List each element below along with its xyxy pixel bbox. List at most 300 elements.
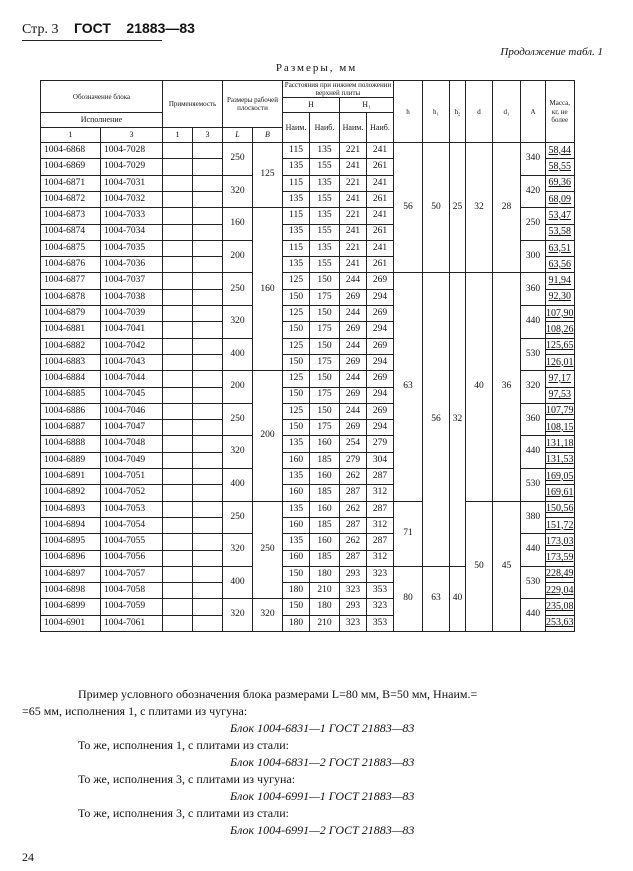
apply-3-cell — [193, 403, 223, 419]
H1-min-value: 221 — [340, 175, 367, 191]
H-max-value: 155 — [310, 191, 340, 207]
block-code-1: 1004-6901 — [41, 615, 101, 631]
apply-1-cell — [163, 550, 193, 566]
H1-min-value: 287 — [340, 485, 367, 501]
mass-value: 97,17 — [546, 371, 575, 387]
block-code-1: 1004-6888 — [41, 436, 101, 452]
H-min-value: 150 — [283, 420, 310, 436]
table-row — [41, 273, 575, 289]
block-code-3: 1004-7055 — [101, 534, 163, 550]
H1-min-value: 262 — [340, 501, 367, 517]
H1-max-value: 294 — [367, 387, 394, 403]
H1-min-value: 254 — [340, 436, 367, 452]
H1-min-value: 241 — [340, 191, 367, 207]
apply-3-cell — [193, 485, 223, 501]
header-H-min: Наим. — [283, 113, 310, 143]
mass-value: 173,03 — [546, 534, 575, 550]
H-min-value: 135 — [283, 469, 310, 485]
block-code-1: 1004-6899 — [41, 599, 101, 615]
header-L: L — [223, 128, 253, 143]
H-max-value: 160 — [310, 534, 340, 550]
block-code-1: 1004-6898 — [41, 583, 101, 599]
H-max-value: 150 — [310, 273, 340, 289]
block-code-3: 1004-7045 — [101, 387, 163, 403]
header-H1-max: Наиб. — [367, 113, 394, 143]
block-code-1: 1004-6881 — [41, 322, 101, 338]
H-min-value: 150 — [283, 354, 310, 370]
header-apply-3: 3 — [193, 128, 223, 143]
H-min-value: 150 — [283, 387, 310, 403]
A-value: 440 — [521, 599, 546, 632]
block-code-3: 1004-7046 — [101, 403, 163, 419]
header-mass: Масса, кг, не более — [546, 81, 575, 143]
example-line-1: Пример условного обозначения блока размерами L=80 мм, B=50 мм, Hнаим.= — [78, 687, 478, 701]
B-value: 320 — [253, 599, 283, 632]
A-value: 420 — [521, 175, 546, 208]
H1-max-value: 241 — [367, 175, 394, 191]
H-min-value: 150 — [283, 322, 310, 338]
gost-number: 21883—83 — [126, 20, 195, 36]
apply-3-cell — [193, 583, 223, 599]
block-code-1: 1004-6875 — [41, 240, 101, 256]
apply-3-cell — [193, 143, 223, 159]
H-min-value: 125 — [283, 306, 310, 322]
apply-1-cell — [163, 208, 193, 224]
h1-value: 56 — [423, 273, 450, 566]
block-code-1: 1004-6879 — [41, 306, 101, 322]
header-d1: d₁ — [493, 81, 521, 143]
mass-value: 107,90 — [546, 306, 575, 322]
apply-3-cell — [193, 208, 223, 224]
block-code-1: 1004-6894 — [41, 517, 101, 533]
H1-max-value: 294 — [367, 289, 394, 305]
L-value: 200 — [223, 240, 253, 273]
H1-min-value: 269 — [340, 387, 367, 403]
d1-value: 28 — [493, 143, 521, 273]
L-value: 250 — [223, 273, 253, 306]
mass-value: 69,36 — [546, 175, 575, 191]
H-max-value: 150 — [310, 403, 340, 419]
header-exec: Исполнение — [41, 113, 163, 128]
mass-value: 229,04 — [546, 583, 575, 599]
H1-max-value: 294 — [367, 322, 394, 338]
H-min-value: 135 — [283, 501, 310, 517]
H1-min-value: 221 — [340, 208, 367, 224]
apply-3-cell — [193, 175, 223, 191]
H-min-value: 160 — [283, 485, 310, 501]
block-code-1: 1004-6891 — [41, 469, 101, 485]
H-min-value: 180 — [283, 615, 310, 631]
apply-3-cell — [193, 599, 223, 615]
mass-value: 58,44 — [546, 143, 575, 159]
H-max-value: 155 — [310, 159, 340, 175]
header-A: A — [521, 81, 546, 143]
header-block: Обозначение блока — [41, 81, 163, 113]
H-max-value: 155 — [310, 224, 340, 240]
A-value: 360 — [521, 403, 546, 436]
H-min-value: 125 — [283, 371, 310, 387]
H1-max-value: 261 — [367, 191, 394, 207]
H1-max-value: 353 — [367, 583, 394, 599]
page-label: Стр. 3 — [22, 22, 59, 37]
apply-1-cell — [163, 436, 193, 452]
H1-max-value: 269 — [367, 273, 394, 289]
H-max-value: 135 — [310, 143, 340, 159]
mass-value: 68,09 — [546, 191, 575, 207]
H-min-value: 135 — [283, 159, 310, 175]
H1-max-value: 269 — [367, 338, 394, 354]
d-value: 50 — [466, 501, 493, 631]
block-code-1: 1004-6872 — [41, 191, 101, 207]
block-code-3: 1004-7042 — [101, 338, 163, 354]
mass-value: 169,61 — [546, 485, 575, 501]
header-d: d — [466, 81, 493, 143]
mass-value: 151,72 — [546, 517, 575, 533]
table-body — [41, 143, 575, 632]
mass-value: 108,26 — [546, 322, 575, 338]
H-min-value: 160 — [283, 550, 310, 566]
block-code-3: 1004-7052 — [101, 485, 163, 501]
apply-3-cell — [193, 273, 223, 289]
h-value: 71 — [394, 501, 423, 566]
apply-3-cell — [193, 159, 223, 175]
L-value: 400 — [223, 469, 253, 502]
block-code-1: 1004-6883 — [41, 354, 101, 370]
mass-value: 131,18 — [546, 436, 575, 452]
H1-min-value: 244 — [340, 273, 367, 289]
block-code-3: 1004-7058 — [101, 583, 163, 599]
d1-value: 45 — [493, 501, 521, 631]
B-value: 250 — [253, 501, 283, 599]
H1-max-value: 323 — [367, 566, 394, 582]
apply-1-cell — [163, 501, 193, 517]
apply-3-cell — [193, 240, 223, 256]
A-value: 380 — [521, 501, 546, 534]
H-max-value: 135 — [310, 208, 340, 224]
apply-1-cell — [163, 322, 193, 338]
example-line-4: То же, исполнения 3, с плитами из чугуна: — [78, 772, 296, 786]
header-B: B — [253, 128, 283, 143]
L-value: 320 — [223, 534, 253, 567]
h2-value: 40 — [450, 566, 466, 631]
A-value: 530 — [521, 469, 546, 502]
H1-min-value: 269 — [340, 322, 367, 338]
L-value: 160 — [223, 208, 253, 241]
B-value: 200 — [253, 371, 283, 501]
h-value: 80 — [394, 566, 423, 631]
H1-max-value: 269 — [367, 371, 394, 387]
block-code-1: 1004-6892 — [41, 485, 101, 501]
header-work: Размеры рабочей плоскости — [223, 81, 283, 128]
H1-min-value: 269 — [340, 289, 367, 305]
L-value: 320 — [223, 599, 253, 632]
table-row — [41, 501, 575, 517]
mass-value: 131,53 — [546, 452, 575, 468]
A-value: 440 — [521, 306, 546, 339]
H-min-value: 115 — [283, 143, 310, 159]
mass-value: 97,53 — [546, 387, 575, 403]
block-code-3: 1004-7051 — [101, 469, 163, 485]
apply-3-cell — [193, 469, 223, 485]
H-max-value: 150 — [310, 371, 340, 387]
H1-min-value: 244 — [340, 403, 367, 419]
H1-min-value: 244 — [340, 371, 367, 387]
mass-value: 63,51 — [546, 240, 575, 256]
example-line-3: То же, исполнения 1, с плитами из стали: — [78, 738, 289, 752]
block-code-3: 1004-7031 — [101, 175, 163, 191]
apply-3-cell — [193, 371, 223, 387]
H1-min-value: 244 — [340, 338, 367, 354]
block-code-1: 1004-6876 — [41, 257, 101, 273]
h1-value: 63 — [423, 566, 450, 631]
H1-max-value: 323 — [367, 599, 394, 615]
H-max-value: 185 — [310, 485, 340, 501]
H1-max-value: 261 — [367, 257, 394, 273]
H-max-value: 180 — [310, 599, 340, 615]
H1-max-value: 261 — [367, 224, 394, 240]
apply-3-cell — [193, 257, 223, 273]
header-H-max: Наиб. — [310, 113, 340, 143]
H-min-value: 150 — [283, 289, 310, 305]
block-code-3: 1004-7041 — [101, 322, 163, 338]
header-col-3: 3 — [101, 128, 163, 143]
example-code-4: Блок 1004-6991—2 ГОСТ 21883—83 — [230, 823, 415, 837]
header-H1-min: Наим. — [340, 113, 367, 143]
H1-min-value: 269 — [340, 354, 367, 370]
apply-1-cell — [163, 371, 193, 387]
block-code-3: 1004-7038 — [101, 289, 163, 305]
mass-value: 173,59 — [546, 550, 575, 566]
block-code-3: 1004-7047 — [101, 420, 163, 436]
apply-3-cell — [193, 338, 223, 354]
mass-value: 92,30 — [546, 289, 575, 305]
H-max-value: 160 — [310, 469, 340, 485]
block-code-1: 1004-6893 — [41, 501, 101, 517]
header-h1: h₁ — [423, 81, 450, 143]
page-number: 24 — [22, 850, 34, 864]
apply-1-cell — [163, 224, 193, 240]
header-H1: H₁ — [340, 98, 394, 113]
block-code-3: 1004-7049 — [101, 452, 163, 468]
H-min-value: 160 — [283, 517, 310, 533]
block-code-3: 1004-7035 — [101, 240, 163, 256]
h-value: 56 — [394, 143, 423, 273]
H-max-value: 180 — [310, 566, 340, 582]
header-h2: h₂ — [450, 81, 466, 143]
block-code-1: 1004-6889 — [41, 452, 101, 468]
block-code-1: 1004-6874 — [41, 224, 101, 240]
apply-1-cell — [163, 566, 193, 582]
H-max-value: 210 — [310, 583, 340, 599]
apply-1-cell — [163, 599, 193, 615]
apply-1-cell — [163, 273, 193, 289]
block-code-3: 1004-7034 — [101, 224, 163, 240]
apply-1-cell — [163, 534, 193, 550]
H1-min-value: 241 — [340, 257, 367, 273]
H-max-value: 150 — [310, 306, 340, 322]
apply-1-cell — [163, 615, 193, 631]
page-header — [22, 20, 195, 38]
H-min-value: 135 — [283, 257, 310, 273]
A-value: 340 — [521, 143, 546, 176]
apply-1-cell — [163, 338, 193, 354]
H1-min-value: 244 — [340, 306, 367, 322]
H-max-value: 135 — [310, 240, 340, 256]
H1-min-value: 221 — [340, 240, 367, 256]
block-code-1: 1004-6878 — [41, 289, 101, 305]
mass-value: 53,47 — [546, 208, 575, 224]
block-code-3: 1004-7056 — [101, 550, 163, 566]
apply-3-cell — [193, 191, 223, 207]
block-code-1: 1004-6884 — [41, 371, 101, 387]
apply-1-cell — [163, 257, 193, 273]
d-value: 40 — [466, 273, 493, 501]
H1-min-value: 293 — [340, 599, 367, 615]
mass-value: 169,05 — [546, 469, 575, 485]
A-value: 250 — [521, 208, 546, 241]
dimensions-title: Размеры, мм — [275, 62, 358, 74]
H1-max-value: 261 — [367, 159, 394, 175]
h2-value: 32 — [450, 273, 466, 566]
H-max-value: 175 — [310, 354, 340, 370]
block-code-1: 1004-6873 — [41, 208, 101, 224]
H-min-value: 125 — [283, 403, 310, 419]
H-min-value: 115 — [283, 240, 310, 256]
L-value: 250 — [223, 501, 253, 534]
header-h: h — [394, 81, 423, 143]
H1-min-value: 323 — [340, 583, 367, 599]
A-value: 320 — [521, 371, 546, 404]
apply-3-cell — [193, 224, 223, 240]
H1-min-value: 287 — [340, 550, 367, 566]
apply-3-cell — [193, 354, 223, 370]
example-code-2: Блок 1004-6831—2 ГОСТ 21883—83 — [230, 755, 415, 769]
H-max-value: 185 — [310, 452, 340, 468]
block-code-1: 1004-6896 — [41, 550, 101, 566]
example-line-5: То же, исполнения 3, с плитами из стали: — [78, 806, 289, 820]
header-apply: Применяемость — [163, 81, 223, 128]
H1-min-value: 241 — [340, 224, 367, 240]
H1-min-value: 262 — [340, 534, 367, 550]
h1-value: 50 — [423, 143, 450, 273]
L-value: 320 — [223, 175, 253, 208]
H-min-value: 135 — [283, 224, 310, 240]
H-min-value: 150 — [283, 566, 310, 582]
H-max-value: 175 — [310, 322, 340, 338]
d-value: 32 — [466, 143, 493, 273]
header-apply-1: 1 — [163, 128, 193, 143]
apply-1-cell — [163, 354, 193, 370]
table-header-row — [41, 81, 575, 98]
mass-value: 125,65 — [546, 338, 575, 354]
mass-value: 126,01 — [546, 354, 575, 370]
block-code-1: 1004-6868 — [41, 143, 101, 159]
block-code-1: 1004-6885 — [41, 387, 101, 403]
block-code-3: 1004-7059 — [101, 599, 163, 615]
mass-value: 150,56 — [546, 501, 575, 517]
block-code-3: 1004-7044 — [101, 371, 163, 387]
H1-max-value: 312 — [367, 550, 394, 566]
example-code-1: Блок 1004-6831—1 ГОСТ 21883—83 — [230, 721, 415, 735]
apply-3-cell — [193, 615, 223, 631]
H-min-value: 135 — [283, 534, 310, 550]
apply-1-cell — [163, 306, 193, 322]
block-code-3: 1004-7033 — [101, 208, 163, 224]
H-max-value: 155 — [310, 257, 340, 273]
H-max-value: 160 — [310, 501, 340, 517]
apply-1-cell — [163, 240, 193, 256]
B-value: 125 — [253, 143, 283, 208]
block-code-3: 1004-7057 — [101, 566, 163, 582]
block-code-3: 1004-7037 — [101, 273, 163, 289]
apply-3-cell — [193, 501, 223, 517]
apply-1-cell — [163, 191, 193, 207]
H1-min-value: 241 — [340, 159, 367, 175]
H-max-value: 160 — [310, 436, 340, 452]
H1-max-value: 241 — [367, 208, 394, 224]
apply-1-cell — [163, 420, 193, 436]
mass-value: 91,94 — [546, 273, 575, 289]
L-value: 250 — [223, 143, 253, 176]
header-distance: Расстояния при нижнем положении верхней плиты — [283, 81, 394, 98]
block-code-1: 1004-6882 — [41, 338, 101, 354]
apply-3-cell — [193, 387, 223, 403]
apply-1-cell — [163, 403, 193, 419]
apply-3-cell — [193, 306, 223, 322]
apply-3-cell — [193, 550, 223, 566]
H1-max-value: 269 — [367, 403, 394, 419]
block-code-3: 1004-7048 — [101, 436, 163, 452]
block-code-1: 1004-6887 — [41, 420, 101, 436]
apply-3-cell — [193, 566, 223, 582]
H1-max-value: 241 — [367, 240, 394, 256]
apply-1-cell — [163, 159, 193, 175]
mass-value: 63,56 — [546, 257, 575, 273]
apply-3-cell — [193, 289, 223, 305]
apply-3-cell — [193, 452, 223, 468]
mass-value: 58,55 — [546, 159, 575, 175]
B-value: 160 — [253, 208, 283, 371]
A-value: 530 — [521, 338, 546, 371]
mass-value: 53,58 — [546, 224, 575, 240]
block-code-3: 1004-7032 — [101, 191, 163, 207]
block-code-3: 1004-7036 — [101, 257, 163, 273]
L-value: 400 — [223, 566, 253, 599]
block-code-1: 1004-6895 — [41, 534, 101, 550]
block-code-3: 1004-7029 — [101, 159, 163, 175]
H1-min-value: 221 — [340, 143, 367, 159]
H1-max-value: 241 — [367, 143, 394, 159]
H1-max-value: 269 — [367, 306, 394, 322]
mass-value: 228,49 — [546, 566, 575, 582]
H1-max-value: 312 — [367, 517, 394, 533]
apply-3-cell — [193, 322, 223, 338]
A-value: 300 — [521, 240, 546, 273]
H-max-value: 185 — [310, 517, 340, 533]
H1-max-value: 287 — [367, 534, 394, 550]
apply-1-cell — [163, 517, 193, 533]
H1-min-value: 262 — [340, 469, 367, 485]
header-col-1: 1 — [41, 128, 101, 143]
L-value: 320 — [223, 306, 253, 339]
header-rule — [22, 40, 162, 41]
L-value: 400 — [223, 338, 253, 371]
A-value: 360 — [521, 273, 546, 306]
L-value: 320 — [223, 436, 253, 469]
apply-3-cell — [193, 534, 223, 550]
apply-1-cell — [163, 387, 193, 403]
apply-3-cell — [193, 436, 223, 452]
